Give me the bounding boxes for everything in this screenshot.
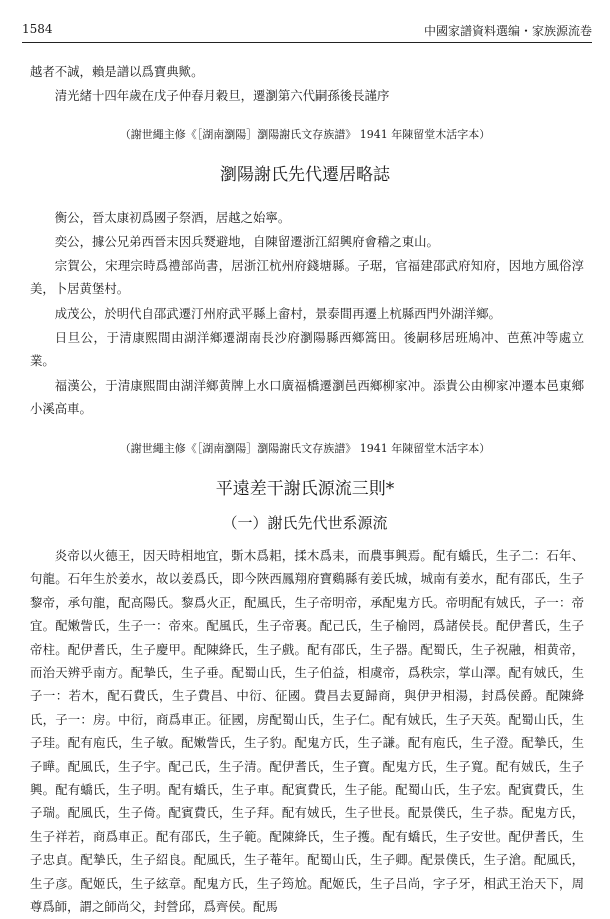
running-header	[22, 22, 592, 42]
paragraph: 宗賀公，宋理宗時爲禮部尚書，居浙江杭州府錢塘縣。子琚，官福建邵武府知府，因地方風俗淳美，卜居黄堡村。	[30, 258, 584, 297]
paragraph: 奕公，據公兄弟西晉末因兵燹避地，自陳留遷浙江紹興府會稽之東山。	[54, 234, 439, 249]
citation: （謝世繩主修《［湖南瀏陽］瀏陽謝氏文存族譜》 1941 年陳留堂木活字本）	[119, 442, 491, 455]
section-title: 平遠差干謝氏源流三則*	[215, 479, 395, 499]
text-line: 越者不誠，賴是譜以爲寶典歟。	[30, 64, 204, 79]
paragraph: 成茂公，於明代自邵武遷汀州府武平縣上畲村，景泰間再遷上杭縣西門外湖洋鄉。	[54, 306, 501, 321]
header-rule	[22, 42, 592, 43]
page-number: 1584	[22, 22, 53, 36]
paragraph: 福漢公，于清康熙間由湖洋鄉黄牌上水口廣福橋遷瀏邑西鄉柳家冲。添貴公由柳家冲遷本邑東鄉小溪高車。	[30, 378, 584, 417]
section-subtitle: （一）謝氏先代世系源流	[222, 514, 388, 532]
text-line: 清光緒十四年歲在戊子仲春月穀旦，遷瀏第六代嗣孫後長謹序	[54, 88, 390, 103]
running-title: 中國家譜資料選编・家族源流卷	[423, 24, 592, 38]
citation: （謝世繩主修《［湖南瀏陽］瀏陽謝氏文存族譜》 1941 年陳留堂木活字本）	[119, 128, 491, 141]
section-title: 瀏陽謝氏先代遷居略誌	[220, 165, 390, 185]
paragraph: 炎帝以火德王，因天時相地宜，斲木爲耜，揉木爲耒，而農事興焉。配有蟜氏，生子二：石年、句龍。石年生於姜水，故以姜爲氏，即今陜西鳳翔府寶鷄縣有姜氏城，城南有姜水，配有邵氏，生子黎帝，承句龍，配高陽氏。黎爲火正，配風氏，生子帝明帝，承配鬼方氏。帝明配有娀氏，子一：帝宜。配嫩訾氏，生子一：帝來。配風氏，生子帝裏。配己氏，生子榆罔，爲諸侯長。配伊耆氏，生子帝柱。配伊耆氏，生子慶甲。配陳絳氏，生子戲。配有邵氏，生子器。配蜀氏，生子祝融，相黄帝，而治天辨乎南方。配摯氏，生子垂。配蜀山氏，生子伯益，相虞帝，爲秩宗，掌山澤。配有娀氏，生子一：若木，配石費氏，生子費昌、中衍、征國。費昌去夏歸商，與伊尹相湯，封爲侯爵。配陳絳氏，子一：房。中衍，商爲車正。征國，房配蜀山氏，生子仁。配有娀氏，生子天英。配蜀山氏，生子珪。配有庖氏，生子敏。配嫩訾氏，生子豹。配鬼方氏，生子謙。配有庖氏，生子澄。配摯氏，生子曄。配風氏，生子宇。配己氏，生子清。配伊耆氏，生子寶。配鬼方氏，生子寬。配有娀氏，生子興。配有蟜氏，生子明。配有蟜氏，生子車。配賓費氏，生子能。配蜀山氏，生子宏。配賓費氏，生子瑞。配風氏，生子倚。配賓費氏，生子拜。配有娀氏，生子世長。配景僕氏，生子恭。配鬼方氏，生子祥若，商爲車正。配有邵氏，生子範。配陳絳氏，生子擭。配有蟜氏，生子安世。配伊耆氏，生子忠貞。配摯氏，生子紹良。配風氏，生子菴年。配蜀山氏，生子卿。配景僕氏，生子滄。配風氏，生子彦。配姬氏，生子絃章。配鬼方氏，生子筠尬。配姬氏，生子吕尚，字子牙，相武王治天下，周尊爲師，謂之師尚父，封營邱，爲齊侯。配馬	[30, 548, 584, 915]
paragraph: 衡公，晉太康初爲國子祭酒，居越之始寧。	[54, 210, 291, 225]
paragraph: 日旦公，于清康熙間由湖洋鄉遷湖南長沙府瀏陽縣西鄉篙田。後嗣移居班鳩冲、芭蕉冲等處立業。	[30, 330, 584, 369]
